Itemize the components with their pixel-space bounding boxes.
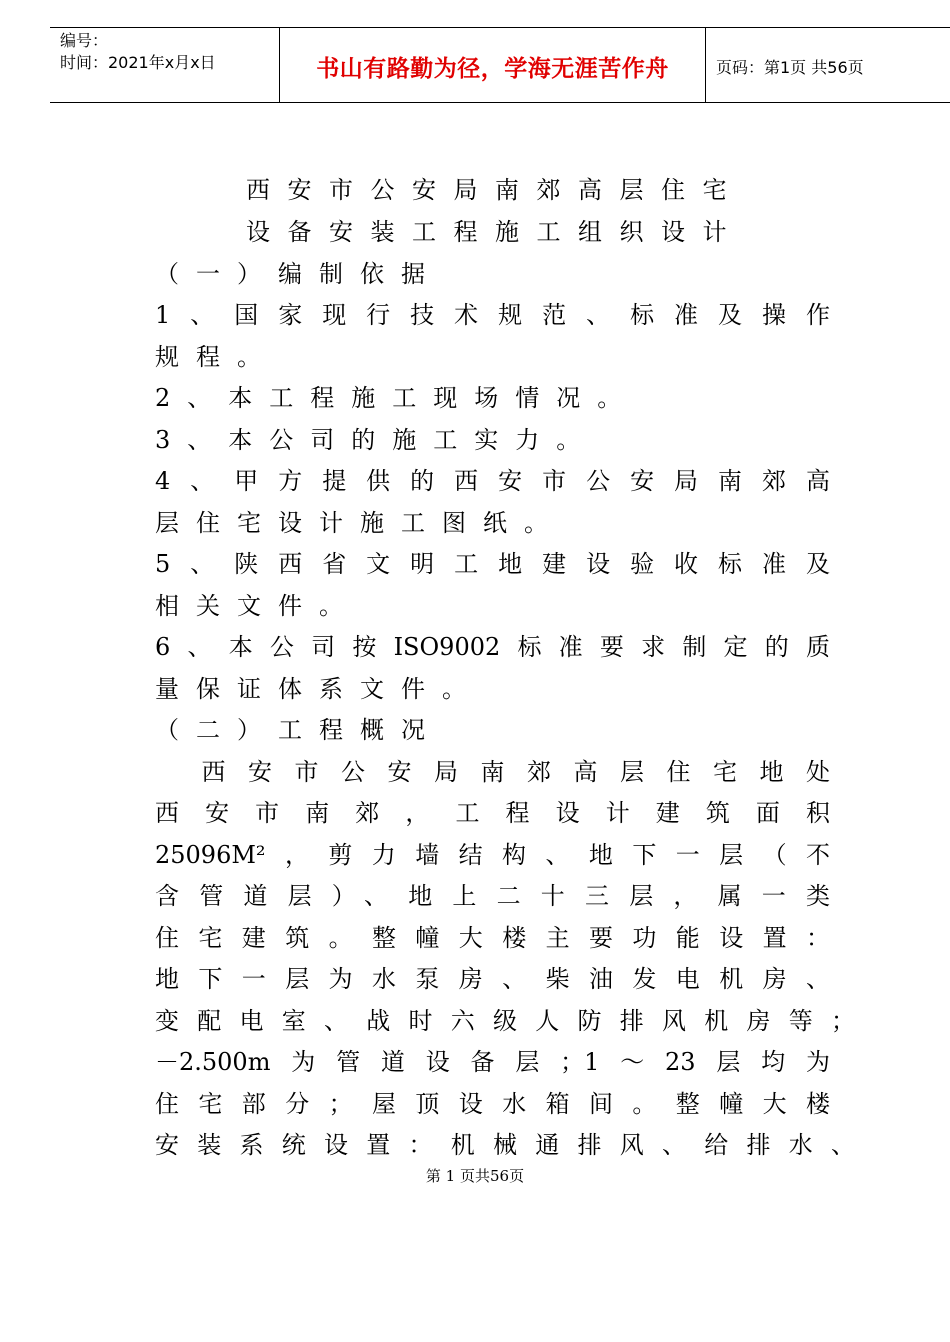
body-line: 4、甲方提供的西安市公安局南郊高 (155, 467, 830, 495)
document-title-line-2: 设备安装工程施工组织设计 (246, 218, 744, 246)
document-title-line-1: 西安市公安局南郊高层住宅 (246, 176, 744, 204)
body-line: 安装系统设置：机械通排风、给排水、 (155, 1131, 855, 1159)
body-line: 相关文件。 (155, 592, 360, 620)
body-line: 2、本工程施工现场情况。 (155, 384, 639, 412)
body-line: （二）工程概况 (155, 716, 442, 744)
body-line: 量保证体系文件。 (155, 675, 483, 703)
body-line: －2.500m为管道设备层；1～23层均为 (155, 1048, 830, 1076)
page-footer: 第 1 页共56页 (425, 1167, 525, 1185)
body-line: 含管道层）、地上二十三层，属一类 (155, 882, 830, 910)
header-divider-right (705, 28, 706, 103)
body-line: 25096M²，剪力墙结构、地下一层（不 (155, 841, 830, 869)
body-line: 层住宅设计施工图纸。 (155, 509, 565, 537)
body-line: 住宅建筑。整幢大楼主要功能设置： (155, 924, 830, 952)
body-line: 5、陕西省文明工地建设验收标准及 (155, 550, 830, 578)
body-line: 1、国家现行技术规范、标准及操作 (155, 301, 830, 329)
body-line: 西安市公安局南郊高层住宅地处 (155, 758, 830, 786)
header-top-rule (50, 27, 950, 28)
body-line: 住宅部分；屋顶设水箱间。整幢大楼 (155, 1090, 830, 1118)
body-line: 变配电室、战时六级人防排风机房等； (155, 1007, 855, 1035)
header-motto: 书山有路勤为径，学海无涯苦作舟 (316, 56, 669, 82)
time-label: 时间：2021年x月x日 (60, 53, 216, 72)
header-bottom-rule (50, 102, 950, 103)
body-line: 3、本公司的施工实力。 (155, 426, 598, 454)
body-line: 地下一层为水泵房、柴油发电机房、 (155, 965, 830, 993)
body-line: 西安市南郊，工程设计建筑面积 (155, 799, 830, 827)
header-page-info: 页码：第1页 共56页 (716, 58, 864, 77)
header-meta (60, 30, 216, 74)
body-line: （一）编制依据 (155, 260, 442, 288)
body-line: 规程。 (155, 343, 278, 371)
body-line: 6、本公司按ISO9002标准要求制定的质 (155, 633, 830, 661)
number-label: 编号： (60, 31, 109, 50)
